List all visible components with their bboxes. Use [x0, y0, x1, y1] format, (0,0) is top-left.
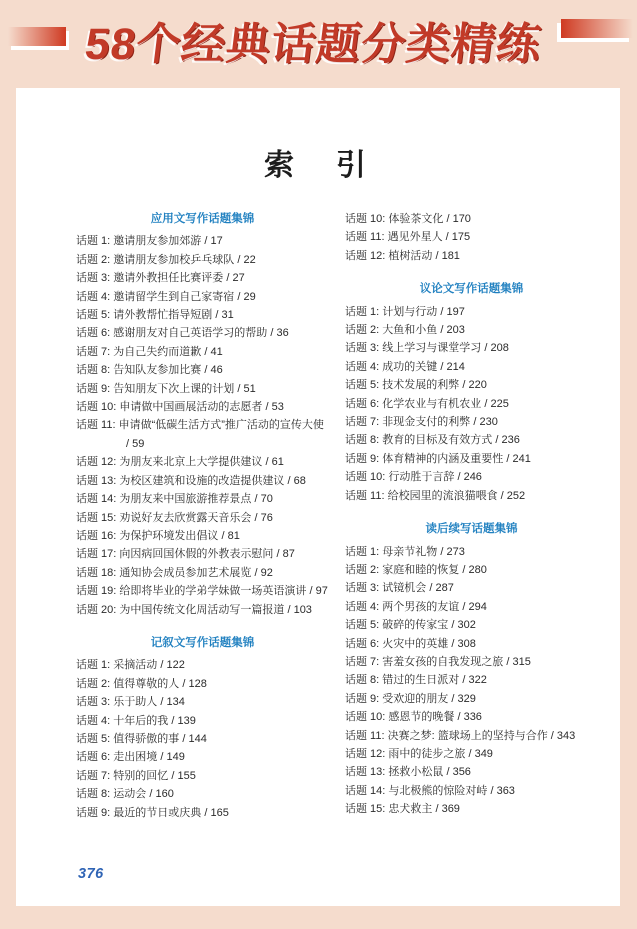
- topic-entry: 话题 7: 特别的回忆 / 155: [76, 769, 196, 782]
- index-page-title: 索 引: [264, 149, 372, 182]
- topic-entry: 话题 12: 雨中的徒步之旅 / 349: [345, 747, 493, 760]
- topic-entry: 话题 9: 告知朋友下次上课的计划 / 51: [76, 382, 256, 395]
- topic-entry: 话题 8: 错过的生日派对 / 322: [345, 674, 487, 687]
- topic-entry: 话题 6: 感谢朋友对自己英语学习的帮助 / 36: [76, 327, 289, 340]
- topic-entry: 话题 11: 给校园里的流浪猫喂食 / 252: [345, 489, 526, 502]
- topic-entry: 话题 10: 行动胜于言辞 / 246: [345, 471, 482, 484]
- section-header: 议论文写作话题集锦: [419, 283, 524, 296]
- topic-entry: 话题 10: 体验茶文化 / 170: [345, 213, 471, 225]
- topic-entry: 话题 17: 向因病回国休假的外教表示慰问 / 87: [76, 548, 295, 561]
- topic-entry: 话题 2: 邀请朋友参加校乒乓球队 / 22: [76, 253, 256, 266]
- banner-bar-right-decoration: [561, 19, 633, 38]
- topic-entry: 话题 1: 采摘活动 / 122: [76, 659, 185, 672]
- topic-entry: 话题 11: 遇见外星人 / 175: [345, 231, 471, 244]
- topic-entry: 话题 19: 给即将毕业的学弟学妹做一场英语演讲 / 97: [76, 585, 328, 598]
- topic-entry: 话题 4: 十年后的我 / 139: [76, 714, 196, 727]
- index-page-card: [16, 88, 620, 906]
- section-header: 记叙文写作话题集锦: [150, 636, 255, 649]
- topic-entry: 话题 3: 邀请外教担任比赛评委 / 27: [76, 272, 245, 285]
- topic-entry: 话题 10: 申请做中国画展活动的志愿者 / 53: [76, 401, 284, 414]
- topic-entry: 话题 2: 大鱼和小鱼 / 203: [345, 324, 465, 337]
- topic-entry: 话题 3: 试镜机会 / 287: [345, 582, 454, 595]
- topic-entry: 话题 5: 值得骄傲的事 / 144: [76, 732, 207, 745]
- topic-entry: 话题 5: 技术发展的利弊 / 220: [345, 379, 487, 392]
- topic-entry: 话题 5: 请外教帮忙指导短剧 / 31: [76, 309, 234, 322]
- topic-entry: 话题 14: 与北极熊的惊险对峙 / 363: [345, 784, 515, 797]
- topic-entry: 话题 6: 化学农业与有机农业 / 225: [345, 397, 509, 410]
- topic-entry: 话题 6: 走出困境 / 149: [76, 751, 185, 764]
- section-header: 读后续写话题集锦: [425, 523, 518, 536]
- index-columns: [76, 210, 598, 822]
- topic-entry: 话题 15: 忠犬救主 / 369: [345, 803, 460, 816]
- topic-entry: 话题 8: 运动会 / 160: [76, 788, 174, 801]
- book-banner: [0, 0, 637, 88]
- topic-entry: 话题 14: 为朋友来中国旅游推荐景点 / 70: [76, 493, 273, 506]
- banner-bar-left-decoration: [8, 27, 66, 46]
- topic-entry: 话题 12: 为朋友来北京上大学提供建议 / 61: [76, 456, 284, 469]
- topic-entry: 话题 2: 值得尊敬的人 / 128: [76, 677, 207, 690]
- topic-entry: 话题 6: 火灾中的英雄 / 308: [345, 637, 476, 650]
- topic-entry: 话题 3: 线上学习与课堂学习 / 208: [345, 342, 509, 355]
- topic-entry: 话题 5: 破碎的传家宝 / 302: [345, 619, 476, 632]
- topic-entry: 话题 13: 拯救小松鼠 / 356: [345, 766, 471, 779]
- section-header: 应用文写作话题集锦: [150, 213, 255, 225]
- topic-entry: 话题 16: 为保护环境发出倡议 / 81: [76, 529, 240, 542]
- topic-entry: 话题 1: 邀请朋友参加郊游 / 17: [76, 235, 223, 248]
- page-number: 376: [78, 866, 104, 882]
- topic-entry: 话题 1: 计划与行动 / 197: [345, 305, 465, 318]
- topic-entry: 话题 3: 乐于助人 / 134: [76, 696, 185, 709]
- topic-entry: 话题 12: 植树活动 / 181: [345, 249, 460, 262]
- topic-entry: 话题 1: 母亲节礼物 / 273: [345, 545, 465, 558]
- topic-entry: 话题 4: 两个男孩的友谊 / 294: [345, 600, 487, 613]
- topic-entry: 话题 8: 教育的目标及有效方式 / 236: [345, 434, 520, 447]
- topic-entry: 话题 4: 邀请留学生到自己家寄宿 / 29: [76, 290, 256, 303]
- index-column-1: [76, 210, 329, 822]
- topic-entry: 话题 9: 体育精神的内涵及重要性 / 241: [345, 452, 531, 465]
- topic-entry: 话题 2: 家庭和睦的恢复 / 280: [345, 563, 487, 576]
- index-column-2: [345, 210, 598, 819]
- topic-entry: 话题 11: 申请做“低碳生活方式”推广活动的宣传大使 / 59: [76, 419, 324, 450]
- topic-entry: 话题 9: 受欢迎的朋友 / 329: [345, 692, 476, 705]
- topic-entry: 话题 4: 成功的关键 / 214: [345, 360, 465, 373]
- topic-entry: 话题 18: 通知协会成员参加艺术展览 / 92: [76, 566, 273, 579]
- topic-entry: 话题 8: 告知队友参加比赛 / 46: [76, 364, 223, 377]
- topic-entry: 话题 15: 劝说好友去欣赏露天音乐会 / 76: [76, 511, 273, 524]
- topic-entry: 话题 7: 害羞女孩的自我发现之旅 / 315: [345, 655, 531, 668]
- topic-entry: 话题 20: 为中国传统文化周活动写一篇报道 / 103: [76, 603, 312, 616]
- topic-entry: 话题 10: 感恩节的晚餐 / 336: [345, 711, 482, 724]
- topic-entry: 话题 13: 为校区建筑和设施的改造提供建议 / 68: [76, 474, 306, 487]
- topic-entry: 话题 9: 最近的节日或庆典 / 165: [76, 806, 229, 819]
- topic-entry: 话题 7: 为自己失约而道歉 / 41: [76, 345, 223, 358]
- topic-entry: 话题 11: 决赛之梦: 篮球场上的坚持与合作 / 343: [345, 729, 576, 742]
- topic-entry: 话题 7: 非现金支付的利弊 / 230: [345, 416, 498, 429]
- banner-title: 58个经典话题分类精练: [82, 20, 545, 69]
